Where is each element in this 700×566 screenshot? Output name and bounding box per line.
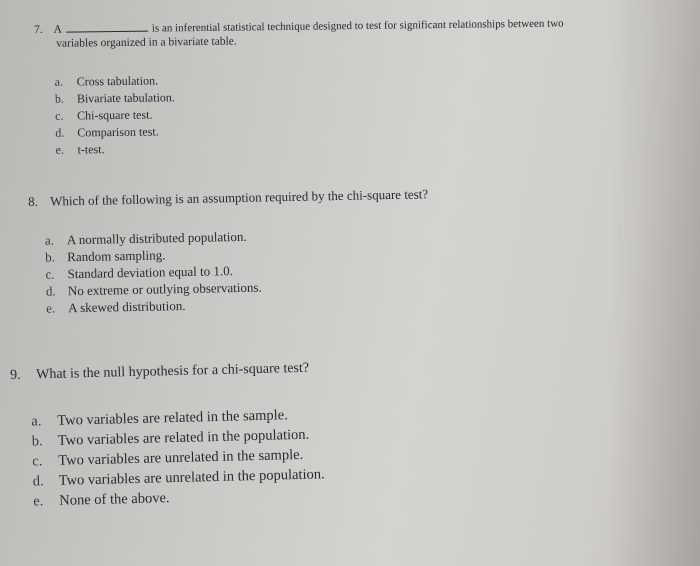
question-8-options — [45, 228, 262, 317]
option-7c[interactable] — [55, 106, 175, 124]
answer-blank — [66, 31, 148, 33]
option-letter: d. — [55, 125, 65, 140]
option-7b[interactable] — [55, 89, 175, 107]
option-text: Two variables are related in the population. — [57, 426, 310, 449]
question-9-number: 9. — [10, 367, 21, 383]
option-letter: a. — [54, 74, 64, 89]
question-9-text: What is the null hypothesis for a chi-square test? — [35, 360, 310, 383]
option-text: Standard deviation equal to 1.0. — [67, 263, 234, 282]
option-letter: b. — [31, 433, 43, 450]
question-7-prefix: A — [53, 23, 62, 36]
option-7e[interactable] — [55, 140, 175, 158]
option-text: Comparison test. — [77, 124, 159, 140]
question-7-line-2: variables organized in a bivariate table. — [56, 35, 237, 50]
option-letter: e. — [46, 300, 56, 316]
question-8 — [28, 186, 429, 316]
question-9-options — [31, 404, 325, 511]
option-letter: e. — [55, 142, 64, 157]
option-text: Two variables are unrelated in the population. — [58, 466, 325, 489]
question-7-text: is an inferential statistical technique designed to test for significant relationships between two — [151, 17, 564, 35]
option-letter: c. — [45, 266, 55, 282]
option-text: Bivariate tabulation. — [76, 90, 175, 106]
question-7-number: 7. — [34, 23, 43, 36]
option-letter: a. — [31, 413, 42, 430]
option-text: Random sampling. — [67, 247, 166, 265]
option-7a[interactable] — [55, 72, 175, 90]
question-8-text: Which of the following is an assumption required by the chi-square test? — [49, 186, 429, 209]
question-7-options — [55, 72, 176, 158]
option-8e[interactable] — [46, 296, 262, 317]
option-text: Cross tabulation. — [76, 73, 159, 89]
option-text: A skewed distribution. — [68, 297, 186, 316]
option-letter: d. — [45, 283, 56, 299]
option-letter: c. — [55, 108, 64, 123]
option-text: t-test. — [77, 142, 105, 157]
option-text: Chi-square test. — [77, 107, 153, 123]
option-text: No extreme or outlying observations. — [67, 279, 262, 299]
option-letter: c. — [32, 453, 43, 470]
page-shadow — [610, 0, 700, 566]
question-9-line — [10, 361, 309, 384]
question-7 — [34, 17, 564, 157]
option-text: Two variables are unrelated in the sample. — [58, 446, 304, 469]
question-8-number: 8. — [28, 193, 39, 209]
question-9 — [10, 360, 325, 510]
option-text: A normally distributed population. — [66, 228, 247, 248]
option-letter: b. — [45, 249, 56, 265]
option-7d[interactable] — [55, 123, 175, 141]
option-letter: d. — [32, 473, 44, 490]
option-letter: b. — [54, 91, 64, 106]
option-letter: a. — [44, 232, 55, 248]
option-text: None of the above. — [59, 490, 170, 509]
option-text: Two variables are related in the sample. — [57, 407, 288, 429]
option-letter: e. — [33, 493, 44, 510]
question-8-line — [28, 186, 428, 210]
